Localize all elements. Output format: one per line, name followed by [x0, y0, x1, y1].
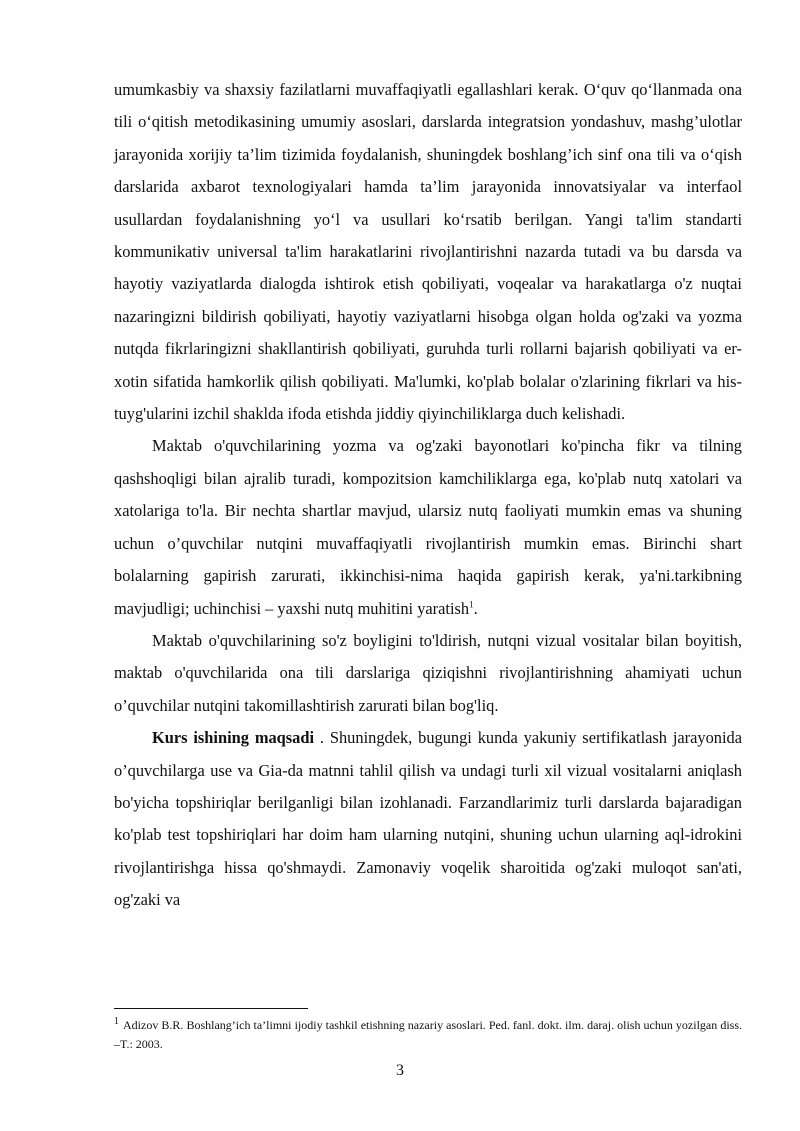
- paragraph-1-text: umumkasbiy va shaxsiy fazilatlarni muvaffaqiyatli egallashlari kerak. O‘quv qo‘llanmada ona tili o‘qitish metodikasining umumiy asoslari, darslarda integratsion yondashuv, mashg’ulotlar jarayonida xorijiy ta’lim tizimida foydalanish, shuningdek boshlang’ich sinf ona tili va o‘qish darslarida axbarot texnologiyalari hamda ta’lim jarayonida innovatsiyalar va interfaol usullardan foydalanishning yo‘l va usullari ko‘rsatib berilgan. Yangi ta'lim standarti kommunikativ universal ta'lim harakatlarini rivojlantirishni nazarda tutadi va bu darsda va hayotiy vaziyatlarda dialogda ishtirok etish qobiliyati, voqealar va harakatlarga o'z nuqtai nazaringizni bildirish qobiliyati, hayotiy vaziyatlarni hisobga olgan holda og'zaki va yozma nutqda fikrlaringizni shakllantirish qobiliyati, guruhda turli rollarni bajarish qobiliyati va er-xotin sifatida hamkorlik qilish qobiliyati. Ma'lumki, ko'plab bolalar o'zlarining fikrlari va his-tuyg'ularini izchil shaklda ifoda etishda jiddiy qiyinchiliklarga duch kelishadi.: [114, 80, 742, 424]
- footnote-text: Adizov B.R. Boshlang’ich ta’limni ijodiy tashkil etishning nazariy asoslari. Ped. fanl. dokt. ilm. daraj. olish uchun yozilgan diss. –T.: 2003.: [114, 1018, 742, 1051]
- paragraph-4-heading: Kurs ishining maqsadi: [152, 728, 315, 748]
- footnote: [114, 1016, 742, 1054]
- paragraph-2-end: .: [473, 598, 478, 618]
- page-number: 3: [396, 1062, 404, 1079]
- paragraph-1: [114, 74, 742, 430]
- paragraph-3-text: Maktab o'quvchilarining so'z boyligini to'ldirish, nutqni vizual vositalar bilan boyitish, maktab o'quvchilarida ona tili darslariga qiziqishni rivojlantirishning ahamiyati uchun o’quvchilar nutqini takomillashtirish zarurati bilan bog'liq.: [114, 630, 742, 715]
- paragraph-2-text: Maktab o'quvchilarining yozma va og'zaki bayonotlari ko'pincha fikr va tilning qashshoqligi bilan ajralib turadi, kompozitsion kamchiliklarga ega, ko'plab nutq xatolari va xatolariga to'la. Bir nechta shartlar mavjud, ularsiz nutq faoliyati mumkin emas va shuning uchun o’quvchilar nutqini muvaffaqiyatli rivojlantirish mumkin emas. Birinchi shart bolalarning gapirish zarurati, ikkinchisi-nima haqida gapirish kerak, ya'ni.tarkibning mavjudligi; uchinchisi – yaxshi nutq muhitini yaratish: [114, 436, 742, 618]
- footnote-separator: [114, 1008, 308, 1009]
- paragraph-3: [114, 625, 742, 722]
- footnote-reference[interactable]: 1: [469, 599, 474, 610]
- paragraph-2: [114, 430, 742, 624]
- paragraph-4: [114, 722, 742, 916]
- footnote-number: 1: [114, 1016, 119, 1027]
- body-text: [114, 74, 742, 917]
- paragraph-4-text: . Shuningdek, bugungi kunda yakuniy sertifikatlash jarayonida o’quvchilarga use va Gia-da matnni tahlil qilish va undagi turli xil vizual vositalarni aniqlash bo'yicha topshiriqlar berilganligi bilan izohlanadi. Farzandlarimiz turli darslarda bajaradigan ko'plab test topshiriqlari har doim ham ularning nutqini, shuning uchun ularning aql-idrokini rivojlantirishga hissa qo'shmaydi. Zamonaviy voqelik sharoitida og'zaki muloqot san'ati, og'zaki va: [114, 728, 743, 910]
